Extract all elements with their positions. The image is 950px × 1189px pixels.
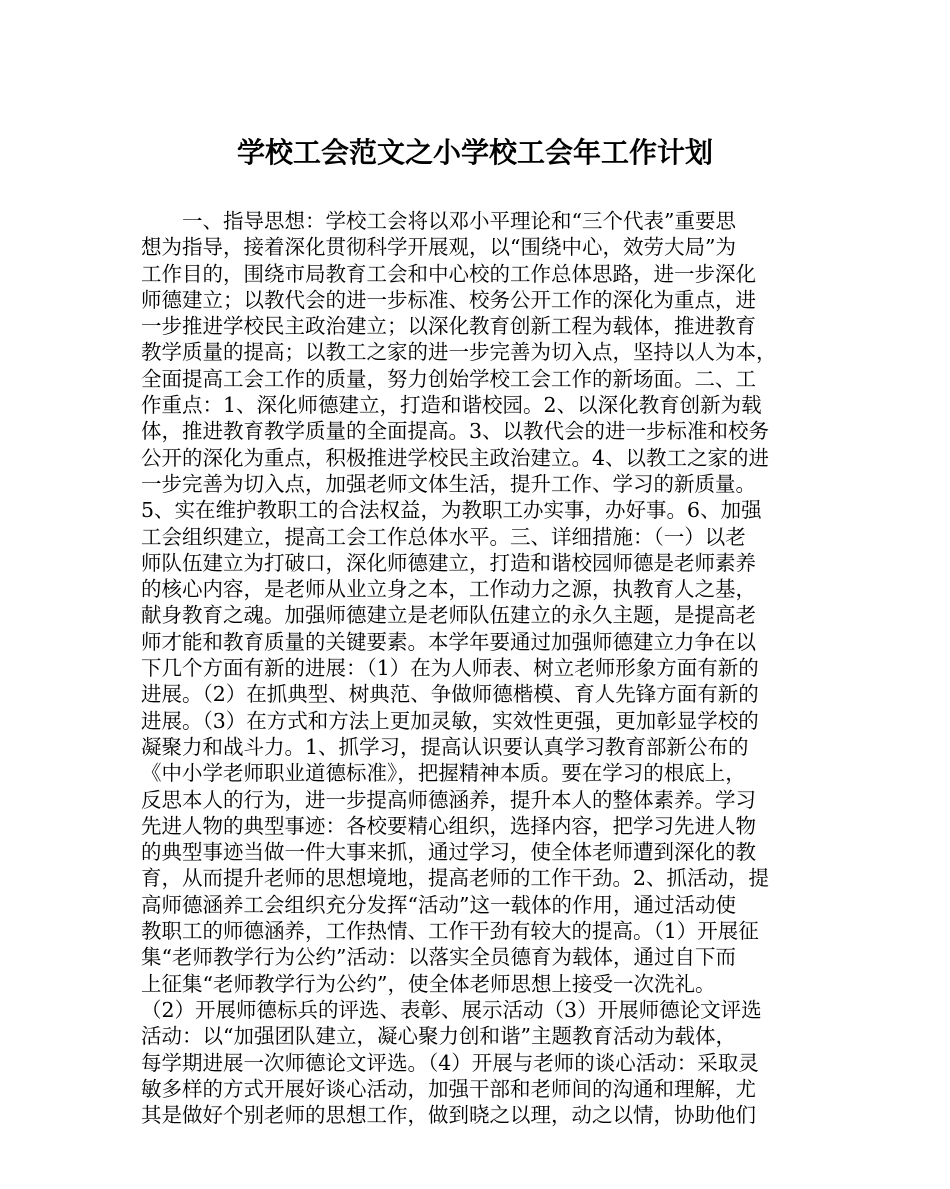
body-line: （2）开展师德标兵的评选、表彰、展示活动（3）开展师德论文评选 xyxy=(141,997,762,1022)
body-line: 进展。（3）在方式和方法上更加灵敏，实效性更强，更加彰显学校的 xyxy=(141,708,759,733)
body-line: 工作目的，围绕市局教育工会和中心校的工作总体思路，进一步深化 xyxy=(141,261,756,286)
body-line: 下几个方面有新的进展：（1）在为人师表、树立老师形象方面有新的 xyxy=(141,656,759,681)
body-line: 教学质量的提高；以教工之家的进一步完善为切入点，坚持以人为本， xyxy=(141,340,777,365)
body-line: 体，推进教育教学质量的全面提高。3、以教代会的进一步标准和校务 xyxy=(141,419,770,444)
body-line: 一步推进学校民主政治建立；以深化教育创新工程为载体，推进教育 xyxy=(141,314,756,339)
body-line: 想为指导，接着深化贯彻科学开展观，以“围绕中心，效劳大局”为 xyxy=(141,235,736,260)
body-line: 一、指导思想：学校工会将以邓小平理论和“三个代表”重要思 xyxy=(182,209,736,233)
document-body xyxy=(141,208,821,1128)
body-line: 高师德涵养工会组织充分发挥“活动”这一载体的作用，通过活动使 xyxy=(141,892,736,917)
body-line: 先进人物的典型事迹：各校要精心组织，选择内容，把学习先进人物 xyxy=(141,813,756,838)
body-line: 5、实在维护教职工的合法权益，为教职工办实事，办好事。6、加强 xyxy=(141,498,762,523)
body-line: 公开的深化为重点，积极推进学校民主政治建立。4、以教工之家的进 xyxy=(141,445,770,470)
body-line: 师队伍建立为打破口，深化师德建立，打造和谐校园师德是老师素养 xyxy=(141,550,756,575)
body-line: 每学期进展一次师德论文评选。（4）开展与老师的谈心活动：采取灵 xyxy=(141,1050,759,1075)
body-line: 师德建立；以教代会的进一步标准、校务公开工作的深化为重点，进 xyxy=(141,287,756,312)
body-line: 敏多样的方式开展好谈心活动，加强干部和老师间的沟通和理解，尤 xyxy=(141,1076,756,1101)
body-line: 的核心内容，是老师从业立身之本，工作动力之源，执教育人之基， xyxy=(141,577,756,602)
body-line: 上征集“老师教学行为公约”，使全体老师思想上接受一次洗礼。 xyxy=(141,971,716,996)
body-line: 育，从而提升老师的思想境地，提高老师的工作干劲。2、抓活动，提 xyxy=(141,866,770,891)
body-line: 师才能和教育质量的关键要素。本学年要通过加强师德建立力争在以 xyxy=(141,629,756,654)
body-line: 作重点：1、深化师德建立，打造和谐校园。2、以深化教育创新为载 xyxy=(141,393,762,418)
body-line: 教职工的师德涵养，工作热情、工作干劲有较大的提高。（1）开展征 xyxy=(141,919,759,944)
body-line: 集“老师教学行为公约”活动：以落实全员德育为载体，通过自下而 xyxy=(141,945,736,970)
body-line: 全面提高工会工作的质量，努力创始学校工会工作的新场面。二、工 xyxy=(141,366,756,391)
body-line: 活动：以“加强团队建立，凝心聚力创和谐”主题教育活动为载体， xyxy=(141,1024,736,1049)
body-line: 进展。（2）在抓典型、树典范、争做师德楷模、育人先锋方面有新的 xyxy=(141,682,759,707)
body-line: 一步完善为切入点，加强老师文体生活，提升工作、学习的新质量。 xyxy=(141,471,756,496)
body-line: 反思本人的行为，进一步提高师德涵养，提升本人的整体素养。学习 xyxy=(141,787,756,812)
body-line: 其是做好个别老师的思想工作，做到晓之以理，动之以情，协助他们 xyxy=(141,1103,756,1128)
body-line: 《中小学老师职业道德标准》，把握精神本质。要在学习的根底上， xyxy=(141,761,746,786)
body-line: 凝聚力和战斗力。1、抓学习，提高认识要认真学习教育部新公布的 xyxy=(141,734,749,759)
body-line: 献身教育之魂。加强师德建立是老师队伍建立的永久主题，是提高老 xyxy=(141,603,756,628)
body-line: 的典型事迹当做一件大事来抓，通过学习，使全体老师遭到深化的教 xyxy=(141,840,756,865)
body-line: 工会组织建立，提高工会工作总体水平。三、详细措施：（一）以老 xyxy=(141,524,746,549)
document-title: 学校工会范文之小学校工会年工作计划 xyxy=(236,136,713,169)
